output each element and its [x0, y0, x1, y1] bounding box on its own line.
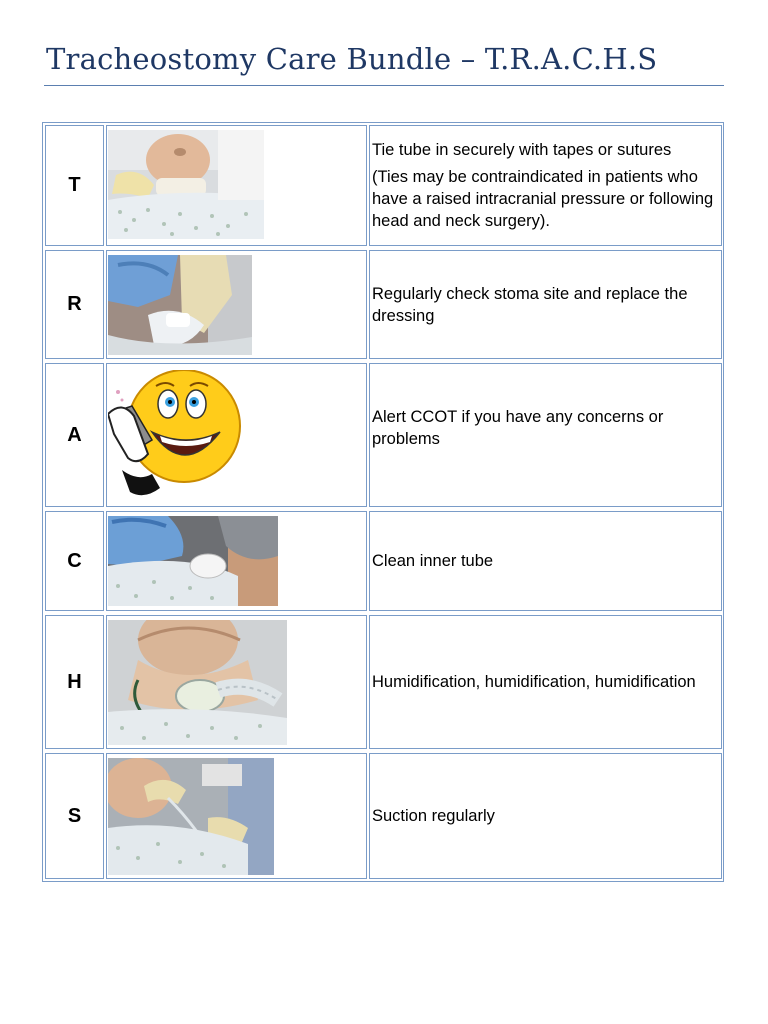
text-cell [369, 125, 722, 246]
row-text: Tie tube in securely with tapes or sutures [372, 141, 672, 159]
row-text: Regularly check stoma site and replace the dressing [372, 284, 688, 325]
row-letter: H [67, 670, 82, 693]
row-letter: R [67, 293, 82, 315]
tracheostomy-tube-ties-photo [108, 130, 264, 239]
text-cell [369, 511, 722, 611]
trachs-table [42, 122, 724, 882]
page-title: Tracheostomy Care Bundle – T.R.A.C.H.S [46, 42, 658, 76]
letter-cell [45, 125, 104, 246]
letter-cell [45, 363, 104, 507]
title-divider [44, 85, 724, 86]
image-cell [106, 125, 367, 246]
image-cell [106, 511, 367, 611]
humidification-photo [108, 620, 287, 745]
row-letter: T [68, 174, 81, 196]
row-letter: A [67, 423, 82, 446]
letter-cell [45, 753, 104, 879]
table-row-h [43, 613, 723, 751]
table-row-r [43, 248, 723, 361]
image-cell [106, 363, 367, 507]
row-text: Humidification, humidification, humidification [372, 673, 696, 691]
row-text: Alert CCOT if you have any concerns or problems [372, 408, 664, 448]
letter-cell [45, 250, 104, 359]
row-text: Suction regularly [372, 807, 495, 825]
text-cell [369, 753, 722, 879]
text-cell [369, 615, 722, 749]
letter-cell [45, 511, 104, 611]
row-note: (Ties may be contraindicated in patients who have a raised intracranial pressure or following head and neck surgery). [372, 168, 714, 230]
image-cell [106, 250, 367, 359]
smiley-phone-clipart [108, 370, 248, 502]
table-row-s [43, 751, 723, 881]
image-cell [106, 615, 367, 749]
inner-tube-cleaning-photo [108, 516, 278, 606]
table-row-t [43, 123, 723, 248]
text-cell [369, 250, 722, 359]
table-row-c [43, 509, 723, 613]
text-cell [369, 363, 722, 507]
row-letter: C [67, 549, 82, 572]
row-text: Clean inner tube [372, 552, 494, 570]
suction-photo [108, 758, 274, 875]
image-cell [106, 753, 367, 879]
stoma-dressing-photo [108, 255, 252, 355]
row-letter: S [67, 804, 82, 827]
table-row-a [43, 361, 723, 509]
letter-cell [45, 615, 104, 749]
